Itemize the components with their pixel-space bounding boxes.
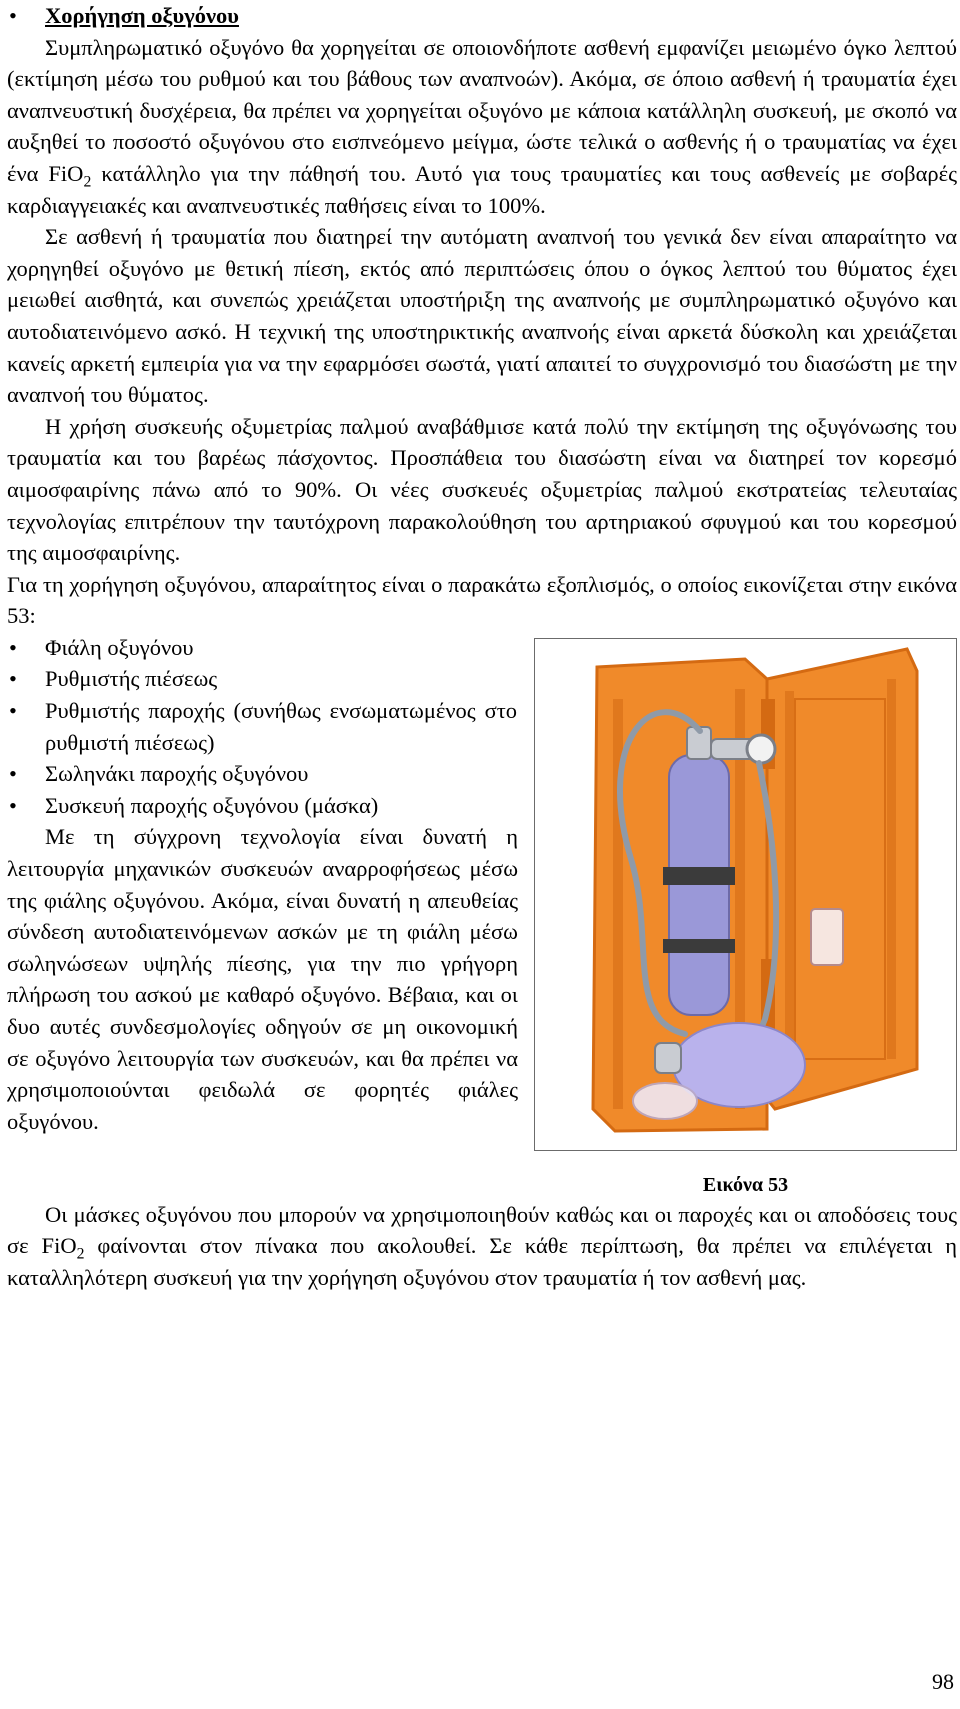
list-bullet: •: [9, 792, 17, 818]
paragraph-3: Η χρήση συσκευής οξυμετρίας παλμού αναβάθμισε κατά πολύ την εκτίμηση της οξυγόνωσης του τραυματία και του βαρέως πάσχοντος. Προσπάθεια του διασώστη είναι να διατηρεί τον κορεσμό αιμοσφαιρίνης πάνω από το 90%. Οι νέες συσκευές οξυμετρίας παλμού εκστρατείας τελευταίας τεχνολογίας επιτρέπουν την ταυτόχρονη παρακολούθηση του αρτηριακού σφυγμού και του κορεσμού της αιμοσφαιρίνης.: [7, 413, 957, 566]
list-item-label: Συσκευή παροχής οξυγόνου (μάσκα): [45, 792, 379, 818]
paragraph-6-text-b: φαίνονται στον πίνακα που ακολουθεί. Σε κάθε περίπτωση, θα πρέπει να επιλέγεται η καταλληλότερη συσκευή για την χορήγηση οξυγόνου στον τραυματία ή τον ασθενή μας.: [7, 1233, 957, 1291]
case-inner-panel: [795, 699, 885, 1059]
paragraph-6-text-a: Οι μάσκες οξυγόνου που μπορούν να χρησιμοποιηθούν καθώς και οι παροχές και οι αποδόσεις τους σε FiO: [7, 1201, 957, 1259]
oxygen-kit-image: [534, 638, 957, 1151]
paragraph-4: Για τη χορήγηση οξυγόνου, απαραίτητος είναι ο παρακάτω εξοπλισμός, ο οποίος εικονίζεται στην εικόνα 53:: [7, 571, 957, 629]
document-page: [7, 0, 957, 1294]
paragraph-5: Με τη σύγχρονη τεχνολογία είναι δυνατή η λειτουργία μηχανικών συσκευών αναρροφήσεως μέσω της φιάλης οξυγόνου. Ακόμα, είναι δυνατή η απευθείας σύνδεση αυτοδιατεινόμενων ασκών με τη φιάλη μέσω σωληνώσεων υψηλής πίεσης, για την πιο γρήγορη πλήρωση του ασκού με καθαρό οξυγόνο. Βέβαια, και οι δυο αυτές συνδεσμολογίες οδηγούν σε μη οικονομική σε οξυγόνο λειτουργία των συσκευών, και θα πρέπει να χρησιμοποιούνται φειδωλά σε φορητές φιάλες οξυγόνου.: [7, 824, 518, 1134]
list-item: [7, 758, 517, 790]
list-item-label: Ρυθμιστής πιέσεως: [45, 666, 218, 692]
paragraph-1-subscript: 2: [83, 173, 92, 191]
paragraph-1-text-b: κατάλληλο για την πάθησή του. Αυτό για τους τραυματίες και τους ασθενείς με σοβαρές καρδιαγγειακές και αναπνευστικές παθήσεις είναι το 100%.: [7, 160, 957, 218]
list-item: [7, 632, 517, 664]
case-rib: [785, 691, 794, 1091]
list-item-label: Φιάλη οξυγόνου: [45, 634, 194, 660]
cylinder-strap: [663, 939, 735, 953]
list-item-label: Ρυθμιστής παροχής (συνήθως ενσωματωμένος στο ρυθμιστή πιέσεως): [45, 698, 517, 755]
bag-valve: [655, 1043, 681, 1073]
list-bullet: •: [9, 634, 17, 660]
oxygen-mask: [633, 1083, 697, 1119]
page-number: 98: [932, 1669, 954, 1694]
list-bullet: •: [9, 761, 17, 787]
paragraph-6-subscript: 2: [76, 1245, 85, 1263]
section-heading: [7, 0, 957, 32]
cylinder-strap: [663, 867, 735, 885]
list-bullet: •: [9, 698, 17, 724]
heading-bullet: •: [9, 3, 17, 28]
paragraph-1-text-a: Συμπληρωματικό οξυγόνο θα χορηγείται σε οποιονδήποτε ασθενή εμφανίζει μειωμένο όγκο λεπτού (εκτίμηση μέσω του ρυθμού και του βάθους των αναπνοών). Ακόμα, σε όποιο ασθενή ή τραυματία έχει αναπνευστική δυσχέρεια, θα πρέπει να χορηγείται οξυγόνο με κάποια κατάλληλη συσκευή, με σκοπό να αυξηθεί το ποσοστό οξυγόνου στο εισπνεόμενο μείγμα, ώστε τελικά ο ασθενής ή ο τραυματίας να έχει ένα FiO: [7, 34, 957, 186]
small-canister: [811, 909, 843, 965]
list-item: [7, 663, 517, 695]
case-rib: [887, 679, 896, 1059]
oxygen-kit-illustration: [535, 639, 956, 1150]
list-item: [7, 695, 517, 758]
list-item-label: Σωληνάκι παροχής οξυγόνου: [45, 761, 309, 787]
list-bullet: •: [9, 666, 17, 692]
regulator-gauge: [747, 735, 775, 763]
figure-53: [534, 638, 957, 1199]
list-item: [7, 790, 517, 822]
paragraph-2: Σε ασθενή ή τραυματία που διατηρεί την αυτόματη αναπνοή του γενικά δεν είναι απαραίτητο να χορηγηθεί οξυγόνο με θετική πίεση, εκτός από περιπτώσεις όπου ο όγκος λεπτού του θύματος έχει μειωθεί αισθητά, και συνεπώς χρειάζεται υποστήριξη της αναπνοής με συμπληρωματικό οξυγόνο και αυτοδιατεινόμενο ασκό. Η τεχνική της υποστηρικτικής αναπνοής είναι αρκετά δύσκολη και χρειάζεται κανείς αρκετή εμπειρία για να την εφαρμόσει σωστά, γιατί απαιτεί το συγχρονισμό του διασώστη με την αναπνοή του θύματος.: [7, 224, 957, 408]
paragraph-6: [7, 1199, 957, 1294]
section-title: Χορήγηση οξυγόνου: [45, 3, 239, 28]
paragraph-1: [7, 32, 957, 222]
figure-caption: Εικόνα 53: [702, 1173, 789, 1196]
